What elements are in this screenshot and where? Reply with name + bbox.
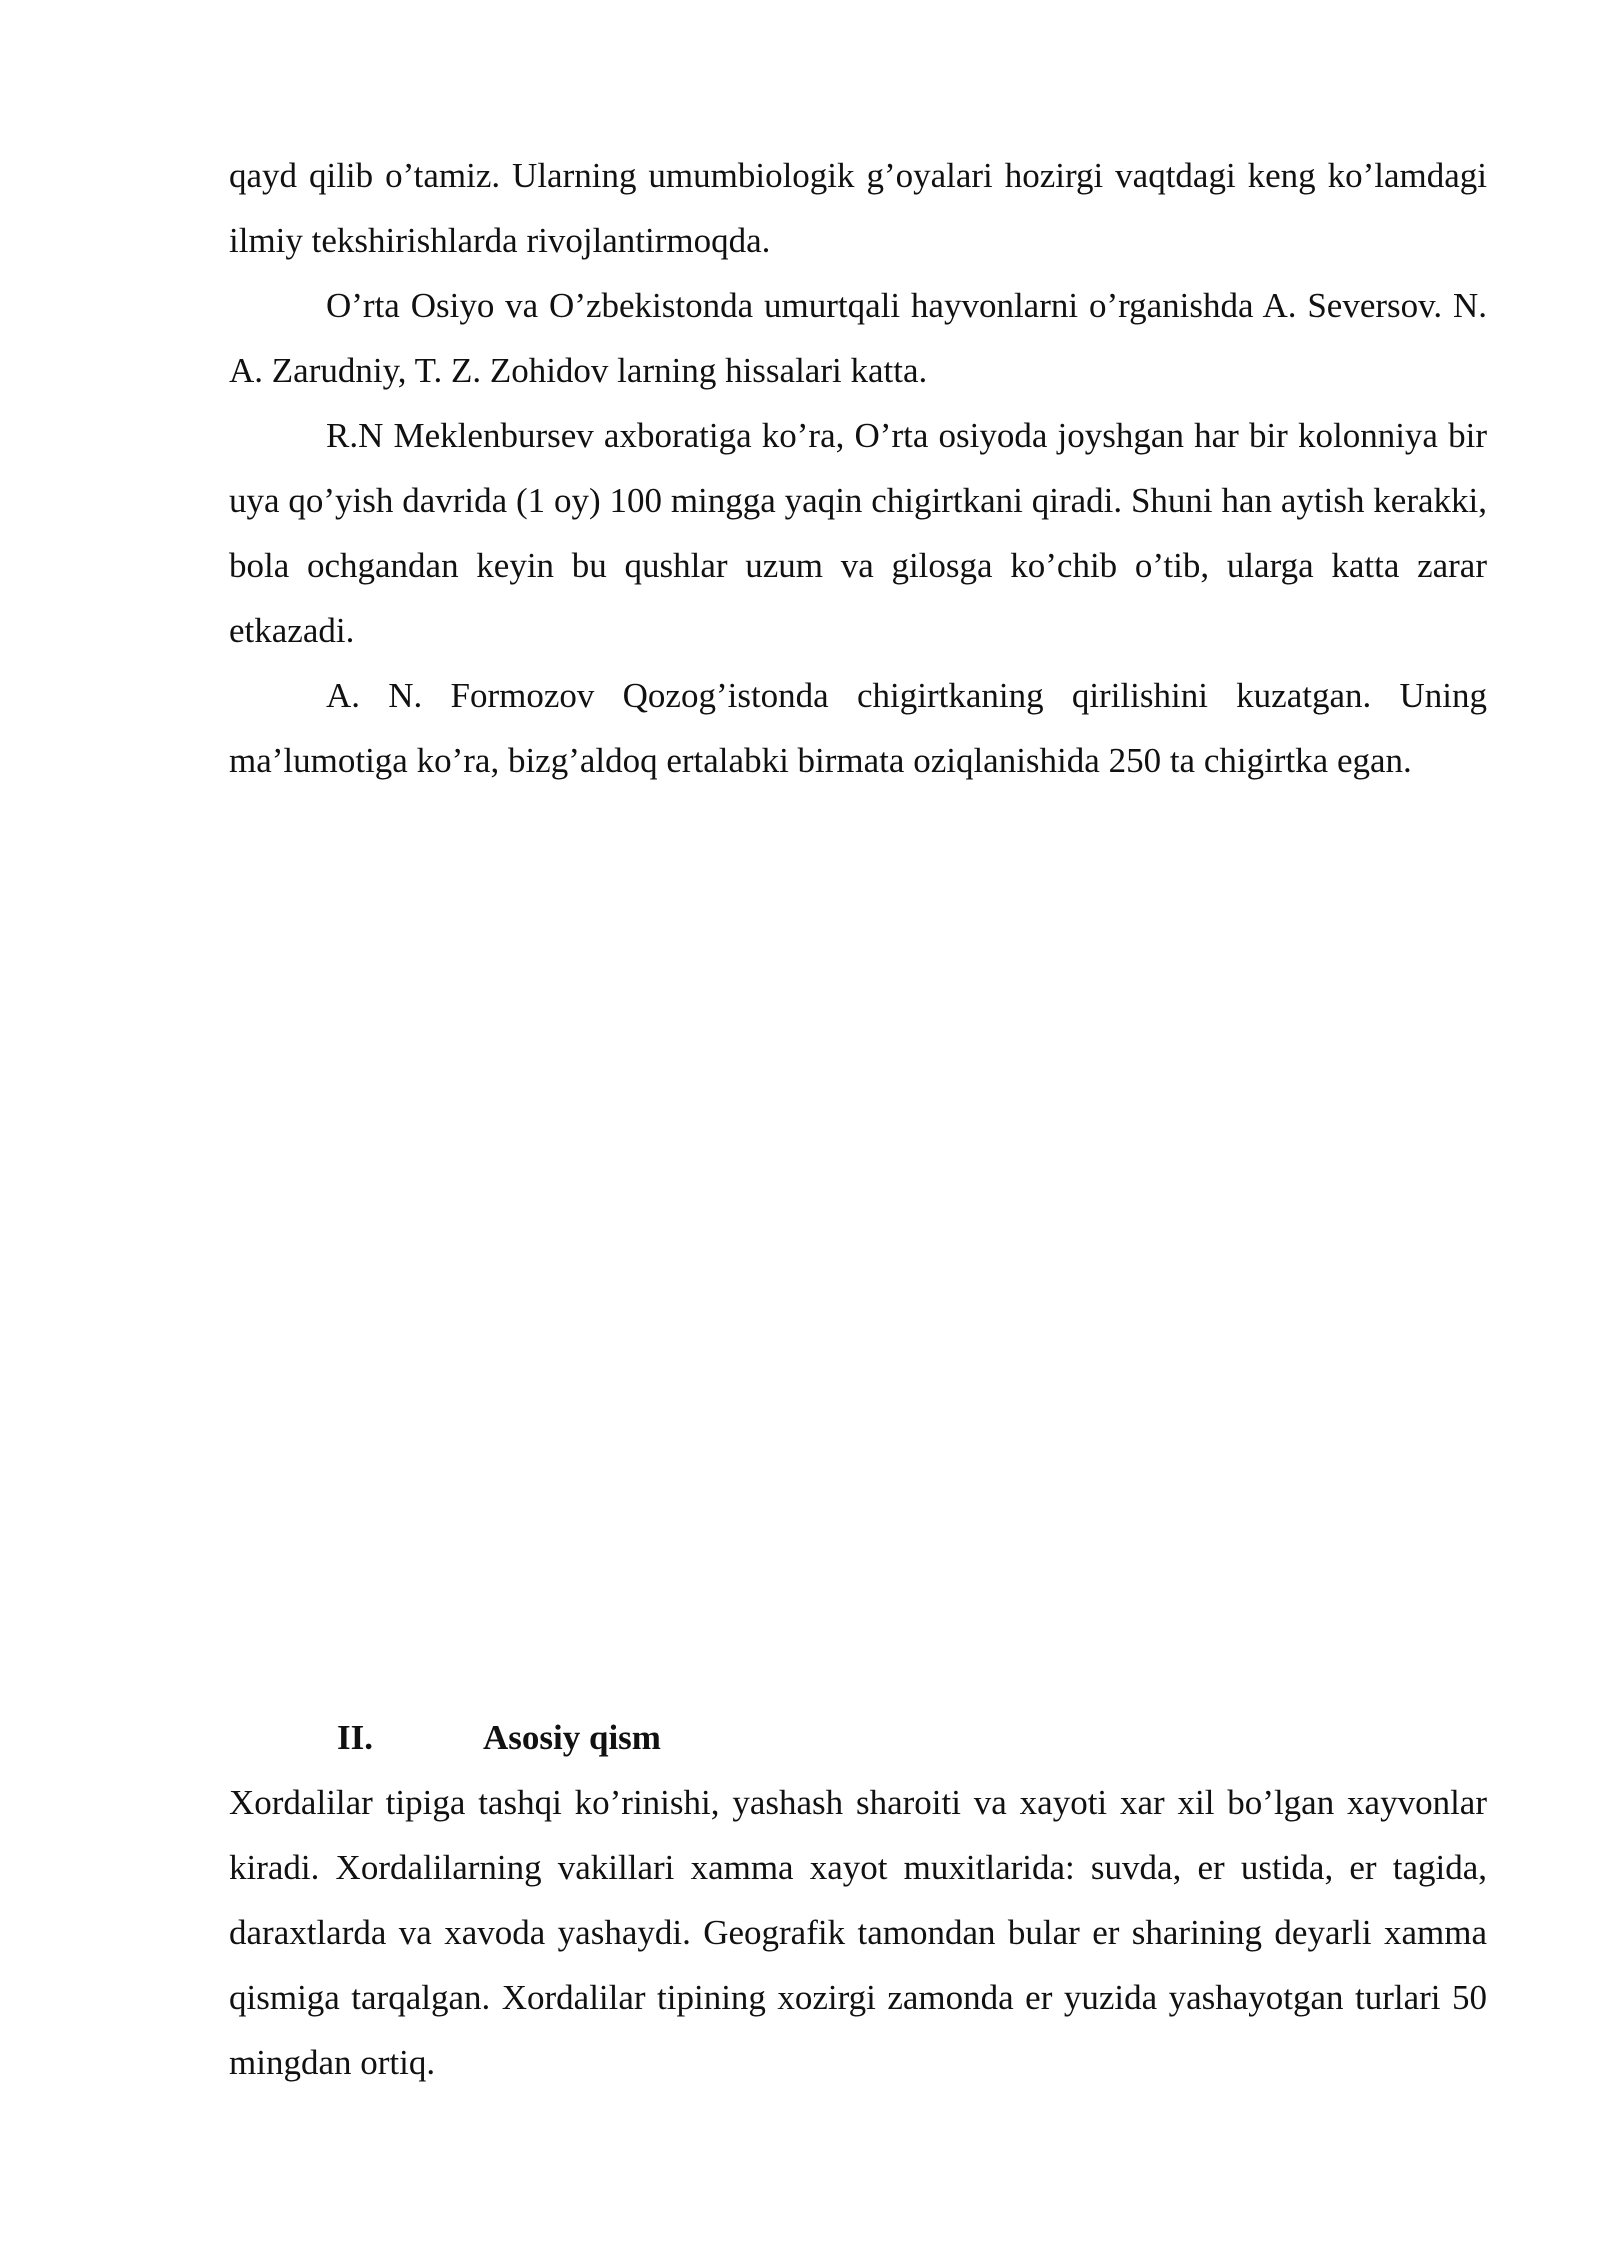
section-number: II. [337, 1718, 373, 1757]
upper-text-block [229, 143, 1487, 793]
paragraph-intro-continuation: qayd qilib o’tamiz. Ularning umumbiologik g’oyalari hozirgi vaqtdagi keng ko’lamdagi ilmiy tekshirishlarda rivojlantirmoqda. [229, 156, 1487, 260]
section-heading [337, 1705, 661, 1770]
paragraph-meklenbursev: R.N Meklenbursev axboratiga ko’ra, O’rta osiyoda joyshgan har bir kolonniya bir uya qo’yish davrida (1 oy) 100 mingga yaqin chigirtkani qiradi. Shuni han aytish kerakki, bola ochgandan keyin bu qushlar uzum va gilosga ko’chib o’tib, ularga katta zarar etkazadi. [229, 416, 1487, 650]
paragraph-central-asia-researchers: O’rta Osiyo va O’zbekistonda umurtqali hayvonlarni o’rganishda A. Seversov. N. A. Zarudniy, T. Z. Zohidov larning hissalari katta. [229, 286, 1487, 390]
paragraph-chordates: Xordalilar tipiga tashqi ko’rinishi, yashash sharoiti va xayoti xar xil bo’lgan xayvonlar kiradi. Xordalilarning vakillari xamma xayot muxitlarida: suvda, er ustida, er tagida, daraxtlarda va xavoda yashaydi. Geografik tamondan bular er sharining deyarli xamma qismiga tarqalgan. Xordalilar tipining xozirgi zamonda er yuzida yashayotgan turlari 50 mingdan ortiq. [229, 1783, 1487, 2082]
paragraph-formozov: A. N. Formozov Qozog’istonda chigirtkaning qirilishini kuzatgan. Uning ma’lumotiga ko’ra, bizg’aldoq ertalabki birmata oziqlanishida 250 ta chigirtka egan. [229, 676, 1487, 780]
section-title: Asosiy qism [483, 1718, 661, 1757]
lower-text-block [229, 1770, 1487, 2095]
